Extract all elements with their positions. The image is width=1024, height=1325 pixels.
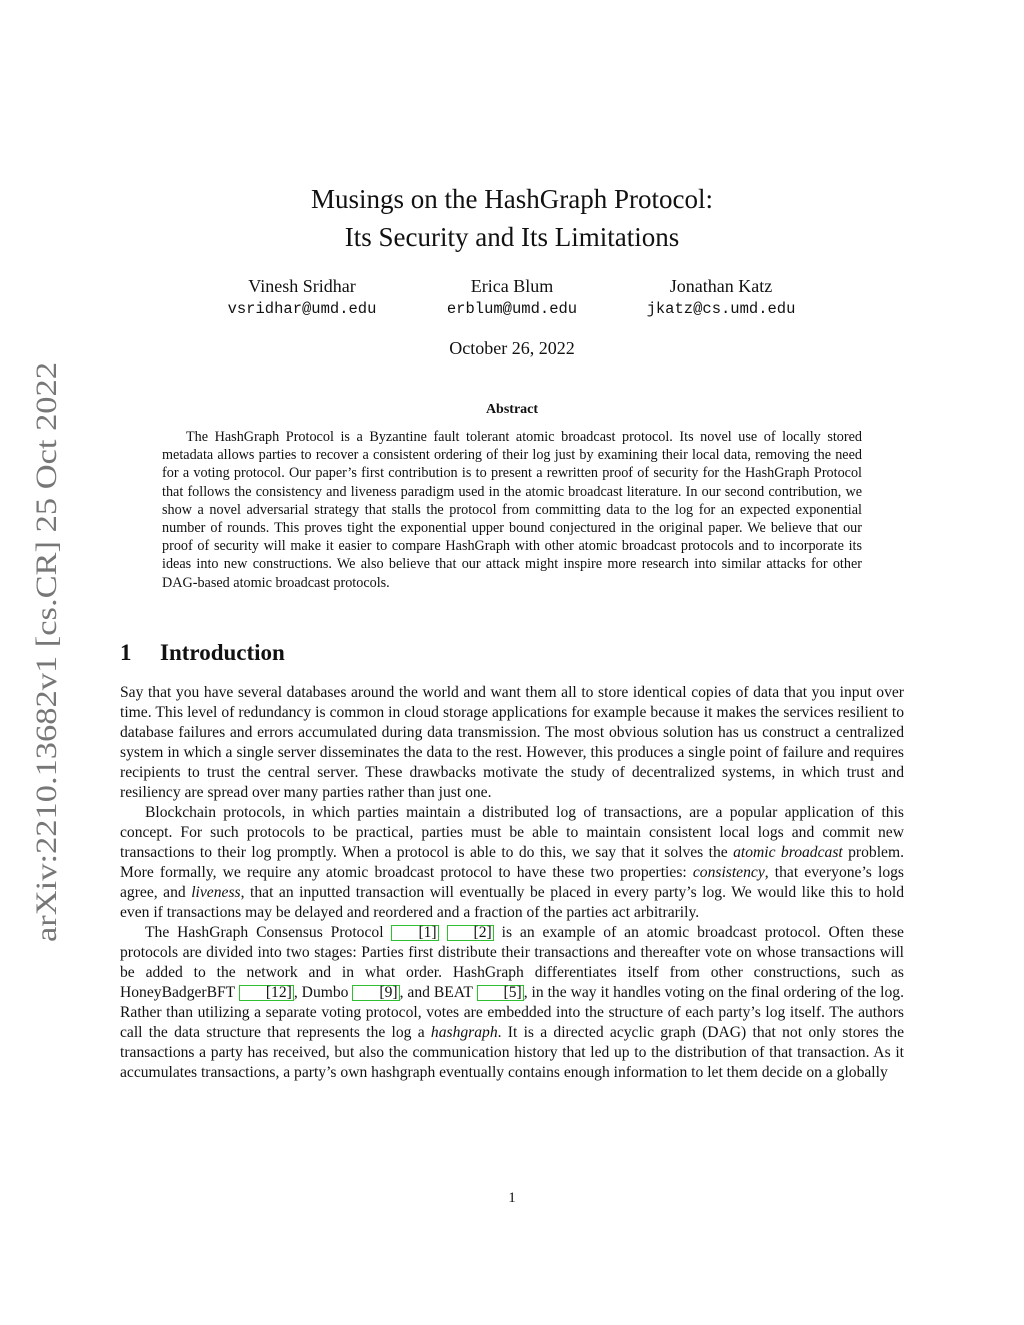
paragraph-2: Blockchain protocols, in which parties maintain a distributed log of transactions, are a popular application of this concept. For such protocols to be practical, parties must be able to maintain consistent local logs and commit new transactions to their log promptly. When a protocol is able to do this, we say that it solves the atomic broadcast problem. More formally, we require any atomic broadcast protocol to have these two properties: consistency, that everyone’s logs agree, and liveness, that an inputted transaction will eventually be placed in every party’s log. We would like this to hold even if transactions may be delayed and reordered and a fraction of the parties act arbitrarily.	[120, 804, 904, 921]
author-3	[601, 274, 841, 320]
section-number: 1	[120, 640, 132, 665]
author-2	[392, 274, 632, 320]
section-title: Introduction	[160, 640, 285, 665]
title-line-2: Its Security and Its Limitations	[344, 222, 680, 252]
author-name: Jonathan Katz	[669, 276, 773, 296]
term-atomic-broadcast: atomic broadcast	[733, 844, 843, 861]
body-text	[120, 683, 904, 1083]
term-hashgraph: hashgraph	[430, 1024, 498, 1041]
author-email: jkatz@cs.umd.edu	[646, 300, 796, 318]
paragraph-3: The HashGraph Consensus Protocol [1] [2] is an example of an atomic broadcast protocol. Often these protocols are divided into two stages: Parties first distribute their transactions and thereafter vote on whose transactions will be added to the network and in what order. HashGraph differentiates itself from other constructions, such as HoneyBadgerBFT [12] , Dumbo [9] , and BEAT [5] , in the way it handles voting on the final ordering of the log. Rather than utilizing a separate voting protocol, votes are embedded into the structure of each party’s log itself. The authors call the data structure that represents the log a hashgraph. It is a directed acyclic graph (DAG) that not only stores the transactions a party has received, but also the communication history that led up to the distribution of that transaction. As it accumulates transactions, a party’s own hashgraph eventually contains enough information to let them decide on a globally	[120, 924, 904, 1081]
publication-date: October 26, 2022	[449, 338, 575, 358]
arxiv-id-text: arXiv:2210.13682v1 [cs.CR] 25 Oct 2022	[30, 437, 63, 942]
section-heading	[120, 640, 285, 666]
citation-link[interactable]: [12]	[239, 985, 294, 1001]
term-liveness: liveness	[191, 884, 241, 901]
author-email: vsridhar@umd.edu	[227, 300, 377, 318]
citation-link[interactable]: [9]	[352, 985, 399, 1001]
author-name: Erica Blum	[470, 276, 554, 296]
author-1	[182, 274, 422, 320]
abstract-text: The HashGraph Protocol is a Byzantine fault tolerant atomic broadcast protocol. Its novel use of locally stored metadata allows parties to recover a consistent ordering of their log just by examining their local data, removing the need for a voting protocol. Our paper’s first contribution is to present a rewritten proof of security for the HashGraph Protocol that follows the consistency and liveness paradigm used in the atomic broadcast literature. In our second contribution, we show a novel adversarial strategy that stalls the protocol from committing data to the log for an expected exponential number of rounds. This proves tight the exponential upper bound conjectured in the original paper. We believe that our proof of security will make it easier to compare HashGraph with other atomic broadcast protocols and to incorporate its ideas into new constructions. We also believe that our attack might inspire more research into similar attacks for other DAG-based atomic broadcast protocols.	[162, 429, 862, 591]
citation-link[interactable]: [1]	[391, 925, 438, 941]
page-number: 1	[508, 1190, 516, 1206]
title-line-1: Musings on the HashGraph Protocol:	[311, 184, 713, 214]
term-consistency: consistency	[692, 864, 765, 881]
arxiv-identifier-stamp	[30, 360, 66, 942]
paragraph-1: Say that you have several databases around the world and want them all to store identical copies of data that you input over time. This level of redundancy is common in cloud storage applications for example because it makes the services resilient to database failures and errors accumulated during data transmission. The most obvious solution has us construct a centralized system in which a single server disseminates the data to the rest. However, this produces a single point of failure and requires recipients to trust the central server. These drawbacks motivate the study of decentralized systems, in which trust and resiliency are spread over many parties rather than just one.	[120, 684, 904, 801]
author-email: erblum@umd.edu	[446, 300, 578, 318]
author-name: Vinesh Sridhar	[248, 276, 356, 296]
paper-title	[170, 180, 854, 256]
citation-link[interactable]: [5]	[477, 985, 524, 1001]
citation-link[interactable]: [2]	[447, 925, 494, 941]
abstract-heading: Abstract	[485, 402, 539, 417]
